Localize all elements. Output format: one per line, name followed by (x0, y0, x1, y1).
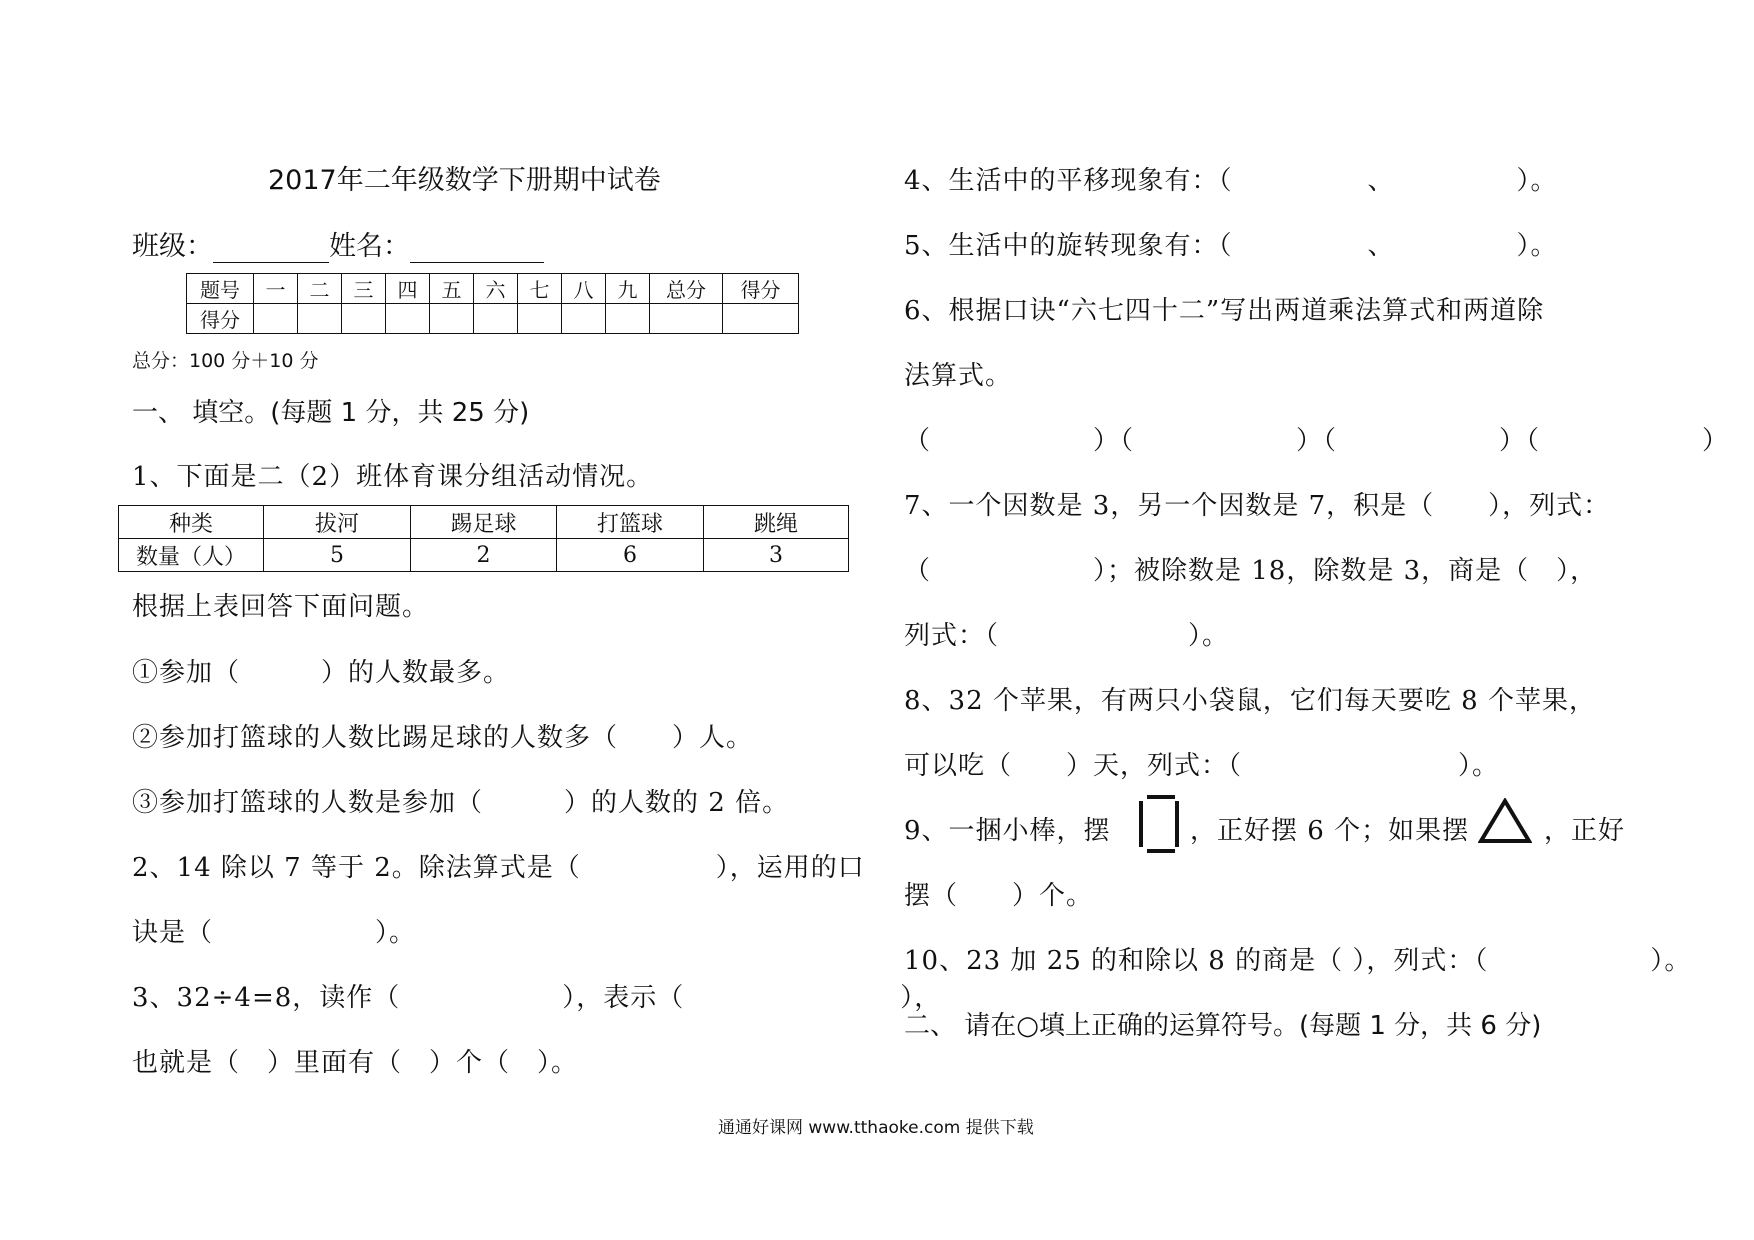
score-entry[interactable] (298, 304, 342, 334)
score-entry[interactable] (723, 304, 799, 334)
name-label: 姓名： (329, 231, 410, 262)
q7-line3: 列式：（ ）。 (904, 621, 1230, 651)
score-entry[interactable] (474, 304, 518, 334)
score-entry[interactable] (430, 304, 474, 334)
q7-line2: （ ）；被除数是 18，除数是 3，商是（ ）， (904, 556, 1598, 586)
score-table-header-row (187, 274, 799, 304)
q10: 10、23 加 25 的和除以 8 的商是（ ），列式：（ ）。 (904, 946, 1692, 976)
triangle-sticks-icon (1478, 798, 1532, 844)
q6-line1: 6、根据口诀“六七四十二”写出两道乘法算式和两道除 (904, 296, 1545, 326)
class-label: 班级： (132, 231, 213, 262)
q7-line1: 7、一个因数是 3，另一个因数是 7，积是（ ），列式： (904, 491, 1611, 521)
footer-source: 通通好课网 www.tthaoke.com 提供下载 (718, 1118, 1034, 1138)
score-cell: 六 (474, 274, 518, 304)
activity-value-cell: 3 (704, 539, 849, 572)
activity-value-cell: 5 (264, 539, 411, 572)
student-info-line (132, 224, 544, 263)
name-blank[interactable] (410, 236, 544, 263)
score-table (186, 273, 799, 334)
q1-sub-c: ③参加打篮球的人数是参加（ ）的人数的 2 倍。 (132, 788, 790, 818)
q8-line2: 可以吃（ ）天，列式：（ ）。 (904, 751, 1500, 781)
q9-line2: 摆（ ）个。 (904, 881, 1094, 911)
q2-line2: 诀是（ ）。 (132, 918, 417, 948)
score-entry[interactable] (254, 304, 298, 334)
q6-line3: （ ）（ ）（ ）（ ） (904, 426, 1730, 456)
activity-value-cell: 6 (557, 539, 704, 572)
score-cell: 二 (298, 274, 342, 304)
score-cell: 三 (342, 274, 386, 304)
score-table-score-row (187, 304, 799, 334)
score-cell: 得分 (723, 274, 799, 304)
q4: 4、生活中的平移现象有：（ 、 ）。 (904, 166, 1558, 196)
score-cell: 四 (386, 274, 430, 304)
q3-line1: 3、32÷4=8，读作（ ），表示（ ）， (132, 983, 942, 1013)
activity-header-cell: 踢足球 (411, 506, 557, 539)
score-entry[interactable] (342, 304, 386, 334)
q1-sub-b: ②参加打篮球的人数比踢足球的人数多（ ）人。 (132, 723, 754, 753)
score-cell: 九 (606, 274, 650, 304)
q5: 5、生活中的旋转现象有：（ 、 ）。 (904, 231, 1558, 261)
q3-line2: 也就是（ ）里面有（ ）个（ ）。 (132, 1048, 579, 1078)
square-sticks-icon (1139, 801, 1179, 847)
class-blank[interactable] (213, 236, 329, 263)
q6-line2: 法算式。 (904, 361, 1013, 391)
q1-intro: 1、下面是二（2）班体育课分组活动情况。 (132, 462, 654, 492)
q9-part3: ，正好 (1544, 816, 1626, 846)
score-entry[interactable] (562, 304, 606, 334)
q1-follow: 根据上表回答下面问题。 (132, 592, 430, 622)
score-cell: 五 (430, 274, 474, 304)
activity-header-cell: 打篮球 (557, 506, 704, 539)
total-score-note: 总分：100 分＋10 分 (132, 350, 319, 372)
section-2-heading: 二、 请在○填上正确的运算符号。(每题 1 分，共 6 分) (904, 1011, 1542, 1041)
activity-header-cell: 种类 (119, 506, 264, 539)
q9-part1: 9、一捆小棒，摆 (904, 816, 1111, 846)
section-1-heading: 一、 填空。(每题 1 分，共 25 分) (132, 398, 530, 428)
q2-line1: 2、14 除以 7 等于 2。除法算式是（ ），运用的口 (132, 853, 865, 883)
score-entry[interactable] (518, 304, 562, 334)
score-entry[interactable] (650, 304, 723, 334)
activity-value-cell: 2 (411, 539, 557, 572)
q8-line1: 8、32 个苹果，有两只小袋鼠，它们每天要吃 8 个苹果， (904, 686, 1596, 716)
activity-header-cell: 拔河 (264, 506, 411, 539)
activity-table-header-row (119, 506, 849, 539)
page-title: 2017年二年级数学下册期中试卷 (268, 165, 661, 196)
score-cell: 得分 (187, 304, 254, 334)
activity-row-label: 数量（人） (119, 539, 264, 572)
q9-part2: ，正好摆 6 个；如果摆 (1190, 816, 1470, 846)
activity-table (118, 505, 849, 572)
score-cell: 七 (518, 274, 562, 304)
score-cell: 题号 (187, 274, 254, 304)
q1-sub-a: ①参加（ ）的人数最多。 (132, 658, 511, 688)
activity-header-cell: 跳绳 (704, 506, 849, 539)
activity-table-value-row (119, 539, 849, 572)
score-cell: 总分 (650, 274, 723, 304)
score-cell: 一 (254, 274, 298, 304)
score-entry[interactable] (606, 304, 650, 334)
score-entry[interactable] (386, 304, 430, 334)
score-cell: 八 (562, 274, 606, 304)
